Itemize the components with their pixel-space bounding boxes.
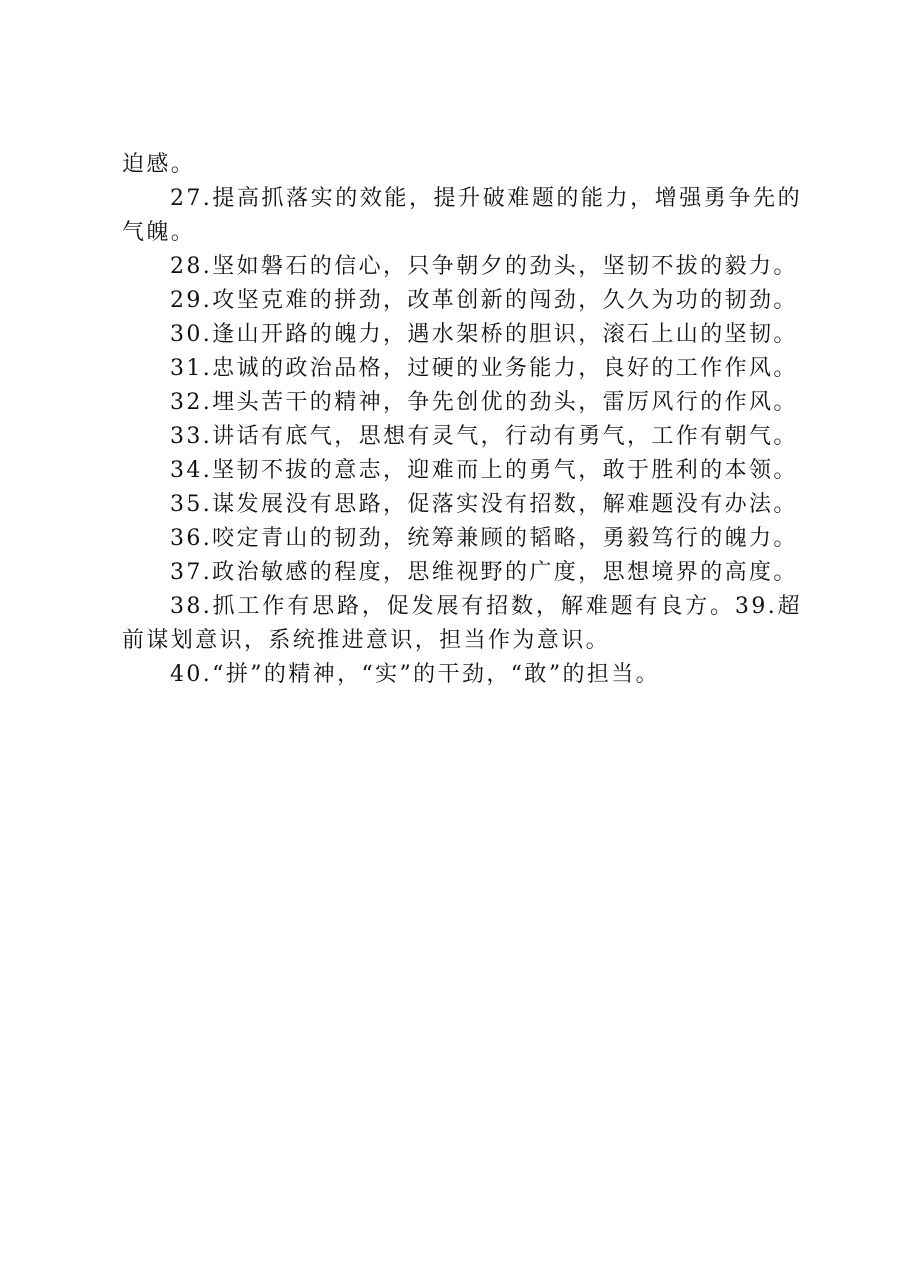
paragraph-34: 34.坚韧不拔的意志，迎难而上的勇气，敢于胜利的本领。	[170, 458, 798, 483]
paragraph-35: 35.谋发展没有思路，促落实没有招数，解难题没有办法。	[170, 492, 798, 517]
paragraph-29: 29.攻坚克难的拼劲，改革创新的闯劲，久久为功的韧劲。	[170, 288, 798, 313]
paragraph-36: 36.咬定青山的韧劲，统筹兼顾的韬略，勇毅笃行的魄力。	[170, 526, 798, 551]
paragraph-38-39: 38.抓工作有思路，促发展有招数，解难题有良方。39.超前谋划意识，系统推进意识，担当作为意识。	[122, 594, 802, 653]
paragraph-40: 40.“拼”的精神，“实”的干劲，“敢”的担当。	[170, 662, 661, 687]
paragraph-31: 31.忠诚的政治品格，过硬的业务能力，良好的工作作风。	[170, 356, 798, 381]
paragraph-37: 37.政治敏感的程度，思维视野的广度，思想境界的高度。	[170, 560, 798, 585]
paragraph-28: 28.坚如磐石的信心，只争朝夕的劲头，坚韧不拔的毅力。	[170, 254, 798, 279]
document-body	[122, 148, 802, 692]
paragraph-33: 33.讲话有底气，思想有灵气，行动有勇气，工作有朝气。	[170, 424, 798, 449]
paragraph-30: 30.逢山开路的魄力，遇水架桥的胆识，滚石上山的坚韧。	[170, 322, 798, 347]
paragraph-27: 27.提高抓落实的效能，提升破难题的能力，增强勇争先的气魄。	[122, 186, 802, 245]
paragraph-continuation: 迫感。	[122, 152, 196, 177]
paragraph-32: 32.埋头苦干的精神，争先创优的劲头，雷厉风行的作风。	[170, 390, 798, 415]
